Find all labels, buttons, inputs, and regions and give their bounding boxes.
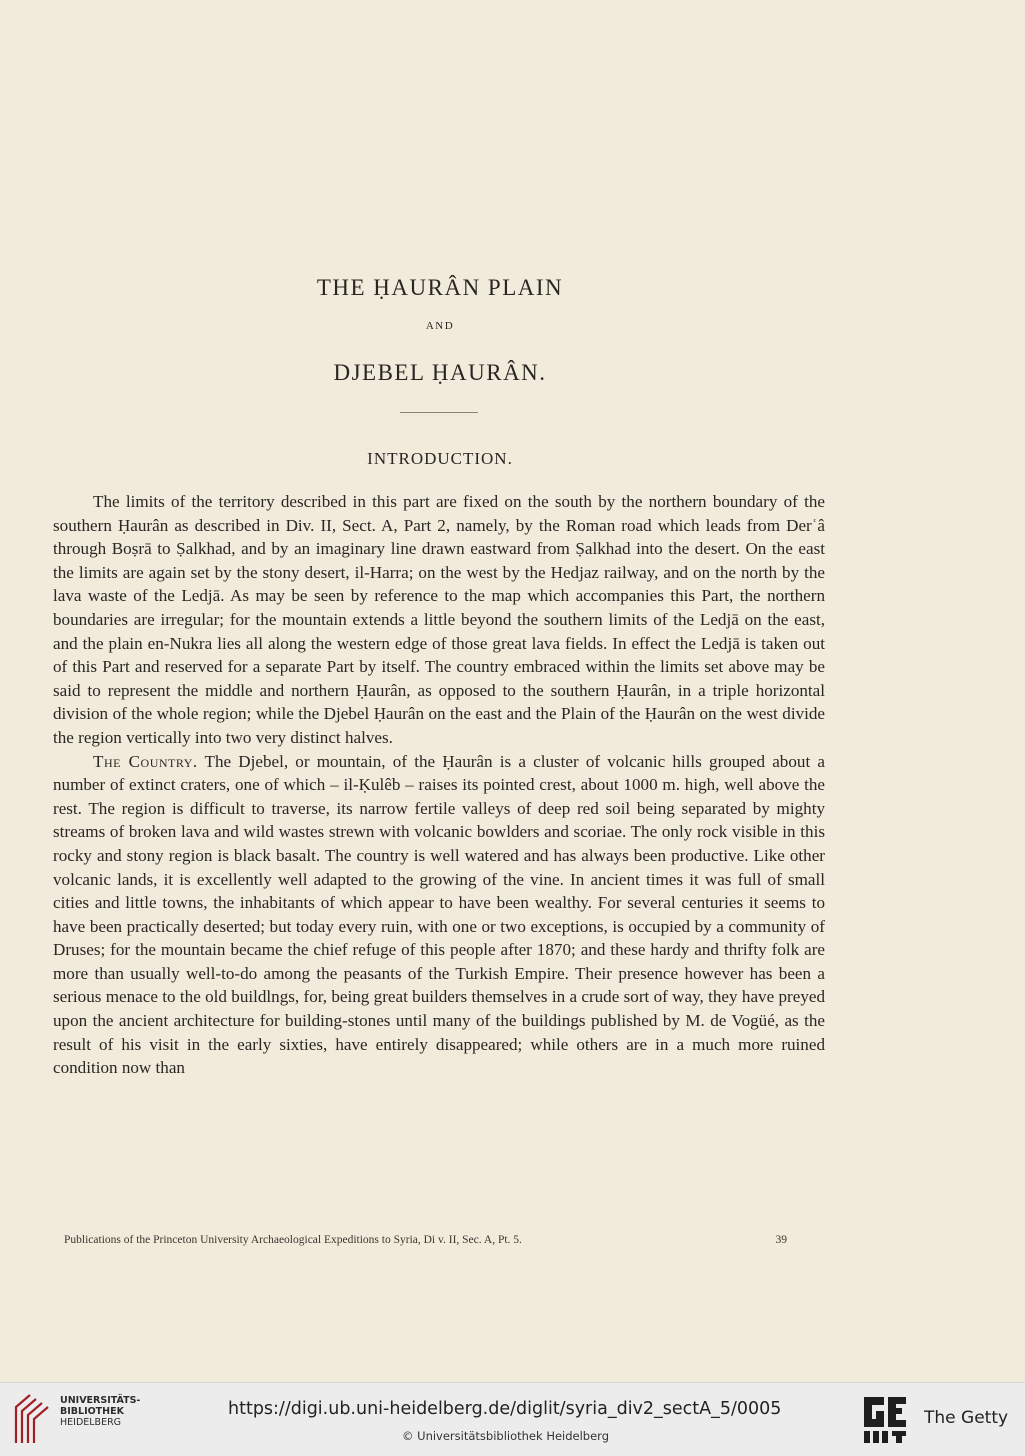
ub-line-1: UNIVERSITÄTS- [60, 1395, 141, 1406]
body-text [53, 490, 825, 1080]
document-subtitle: DJEBEL ḤAURÂN. [333, 360, 547, 385]
page-number: 39 [775, 1234, 787, 1246]
paragraph-lead: The Country. [93, 751, 198, 771]
getty-logo-icon[interactable] [862, 1395, 910, 1445]
ub-line-2: BIBLIOTHEK [60, 1406, 124, 1417]
page-footer [64, 1234, 787, 1246]
copyright-notice: © Universitätsbibliothek Heidelberg [402, 1429, 610, 1443]
paragraph-intro: The limits of the territory described in this part are fixed on the south by the northern boundary of the southern Ḥaurân as described in Div. II, Sect. A, Part 2, namely, by the Roman road which leads from Derʿâ through Boṣrā to Ṣalkhad, and by an imaginary line drawn eastward from Ṣalkhad into the desert. On the east the limits are again set by the stony desert, il-Harra; on the west by the Hedjaz railway, and on the north by the lava waste of the Ledjā. As may be seen by reference to the map which accompanies this Part, the northern boundaries are irregular; for the mountain extends a little beyond the southern limits of the Ledjā on the east, and the plain en-Nukra lies all along the western edge of those great lava fields. In effect the Ledjā is taken out of this Part and reserved for a separate Part by itself. The country embraced within the limits set above may be said to represent the middle and northern Ḥaurân, as opposed to the southern Ḥaurân, in a triple horizontal division of the whole region; while the Djebel Ḥaurân on the east and the Plain of the Ḥaurân on the west divide the region vertically into two very distinct halves. [53, 492, 825, 747]
title-conjunction: AND [425, 320, 455, 332]
permalink-url[interactable]: https://digi.ub.uni-heidelberg.de/diglit/syria_div2_sectA_5/0005 [228, 1399, 782, 1419]
paragraph-country [53, 750, 825, 1080]
title-divider [400, 412, 478, 413]
document-title: THE ḤAURÂN PLAIN [316, 275, 564, 300]
digitization-banner [0, 1382, 1025, 1456]
university-library-name [60, 1395, 140, 1428]
getty-label: The Getty [924, 1408, 1009, 1428]
section-heading: INTRODUCTION. [367, 449, 513, 468]
university-library-logo-icon[interactable] [12, 1393, 52, 1445]
footer-citation: Publications of the Princeton University Archaeological Expeditions to Syria, Di v. II, Sec. A, Pt. 5. [64, 1234, 522, 1246]
paragraph-country-text: The Djebel, or mountain, of the Ḥaurân is a cluster of volcanic hills grouped about a number of extinct craters, one of which – il-Ḳulêb – raises its pointed crest, about 1000 m. high, well above the rest. The region is difficult to traverse, its narrow fertile valleys of deep red soil being separated by mighty streams of broken lava and wild wastes strewn with volcanic bowlders and scoriae. The only rock visible in this rocky and stony region is black basalt. The country is well watered and has always been productive. Like other volcanic lands, it is excellently well adapted to the growing of the vine. In ancient times it was full of small cities and little towns, the inhabitants of which appear to have been wealthy. For several centuries it seems to have been practically deserted; but today every ruin, with one or two exceptions, is occupied by a community of Druses; for the mountain became the chief refuge of this people after 1870; and these hardy and thrifty folk are more than usually well-to-do among the peasants of the Turkish Empire. Their presence however has been a serious menace to the old buildlngs, for, being great builders themselves in a crude sort of way, they have preyed upon the ancient architecture for building-stones until many of the buildings published by M. de Vogüé, as the result of his visit in the early sixties, have entirely disappeared; while others are in a much more ruined condition now than [53, 751, 825, 1078]
ub-line-3: HEIDELBERG [60, 1417, 122, 1428]
